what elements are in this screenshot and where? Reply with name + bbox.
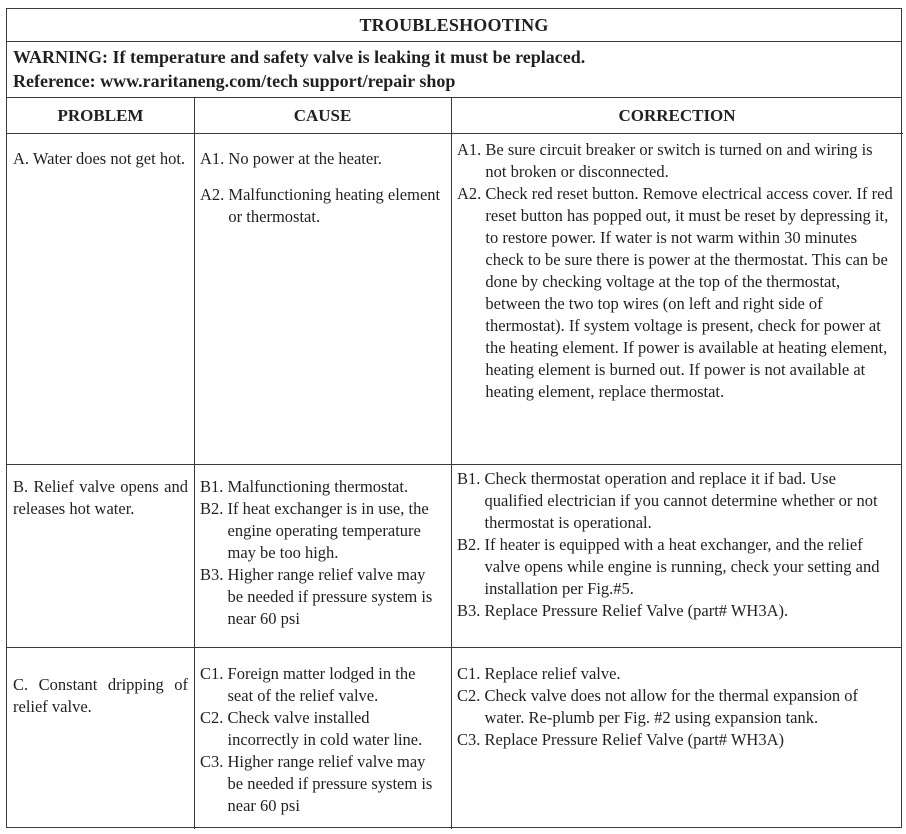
item-label: A2. xyxy=(200,185,229,204)
problem-cell: B. Relief valve opens and releases hot water. xyxy=(13,477,188,518)
item-label: A1. xyxy=(457,140,486,159)
item-text: Replace Pressure Relief Valve (part# WH3A). xyxy=(484,601,789,620)
item-text: Check valve does not allow for the thermal expansion of water. Re-plumb per Fig. #2 using expansion tank. xyxy=(484,686,858,727)
correction-cell xyxy=(457,663,897,751)
list-item xyxy=(200,148,444,170)
item-text: Foreign matter lodged in the seat of the relief valve. xyxy=(227,664,416,705)
list-item xyxy=(200,498,444,564)
cause-cell xyxy=(200,476,444,630)
item-label: C2. xyxy=(200,708,228,727)
list-item xyxy=(457,139,897,183)
list-item xyxy=(200,564,444,630)
list-item xyxy=(457,183,897,403)
warning-text: WARNING: If temperature and safety valve is leaking it must be replaced. xyxy=(13,47,586,67)
item-label: B1. xyxy=(457,469,485,488)
list-item xyxy=(457,685,897,729)
list-item xyxy=(457,663,897,685)
item-text: No power at the heater. xyxy=(228,149,382,168)
list-item xyxy=(200,476,444,498)
item-text: Check valve installed incorrectly in cold water line. xyxy=(227,708,423,749)
reference-text: Reference: www.raritaneng.com/tech support/repair shop xyxy=(13,71,456,91)
list-item xyxy=(200,663,444,707)
header-problem: PROBLEM xyxy=(7,98,194,134)
problem-cell: A. Water does not get hot. xyxy=(13,149,186,168)
list-item xyxy=(200,751,444,817)
item-text: If heater is equipped with a heat exchanger, and the relief valve opens while engine is running, check your setting and installation per Fig.#5. xyxy=(484,535,880,598)
item-text: If heat exchanger is in use, the engine operating temperature may be too high. xyxy=(227,499,429,562)
item-label: B2. xyxy=(200,499,228,518)
item-label: B1. xyxy=(200,477,228,496)
item-label: A1. xyxy=(200,149,229,168)
item-label: B3. xyxy=(457,601,485,620)
correction-cell xyxy=(457,139,897,403)
item-text: Replace Pressure Relief Valve (part# WH3A) xyxy=(484,730,785,749)
item-text: Check thermostat operation and replace it if bad. Use qualified electrician if you cannot determine whether or not thermostat is operational. xyxy=(484,469,878,532)
item-text: Malfunctioning thermostat. xyxy=(227,477,409,496)
item-label: B2. xyxy=(457,535,485,554)
item-label: C2. xyxy=(457,686,485,705)
cause-cell xyxy=(200,663,444,817)
item-label: A2. xyxy=(457,184,486,203)
row-divider xyxy=(7,647,901,648)
item-label: B3. xyxy=(200,565,228,584)
list-item xyxy=(200,184,444,228)
item-text: Higher range relief valve may be needed if pressure system is near 60 psi xyxy=(227,565,433,628)
list-item xyxy=(457,534,897,600)
table-title: TROUBLESHOOTING xyxy=(7,9,901,42)
item-label: C1. xyxy=(457,664,485,683)
list-item xyxy=(457,468,897,534)
item-text: Be sure circuit breaker or switch is turned on and wiring is not broken or disconnected. xyxy=(485,140,873,181)
list-item xyxy=(457,600,897,622)
item-label: C1. xyxy=(200,664,228,683)
list-item xyxy=(457,729,897,751)
item-label: C3. xyxy=(200,752,228,771)
cause-cell xyxy=(200,148,444,228)
problem-cell: C. Constant dripping of relief valve. xyxy=(13,675,188,716)
header-correction: CORRECTION xyxy=(451,98,903,134)
troubleshooting-table xyxy=(6,8,902,828)
correction-cell xyxy=(457,468,897,622)
item-text: Replace relief valve. xyxy=(484,664,621,683)
item-text: Check red reset button. Remove electrical access cover. If red reset button has popped out, it must be reset by depressing it, to restore power. If water is not warm within 30 minutes check to be sure there is power at the thermostat. This can be done by checking voltage at the top of the thermostat, between the two top wires (on left and right side of thermostat). If system voltage is present, check for power at the heating element. If power is available at heating element, heating element is burned out. If power is not available at heating element, replace thermostat. xyxy=(485,184,893,401)
item-label: C3. xyxy=(457,730,485,749)
list-item xyxy=(200,707,444,751)
row-divider xyxy=(7,464,901,465)
warning-block xyxy=(7,41,901,98)
header-cause: CAUSE xyxy=(194,98,451,134)
item-text: Malfunctioning heating element or thermostat. xyxy=(228,185,441,226)
item-text: Higher range relief valve may be needed if pressure system is near 60 psi xyxy=(227,752,433,815)
